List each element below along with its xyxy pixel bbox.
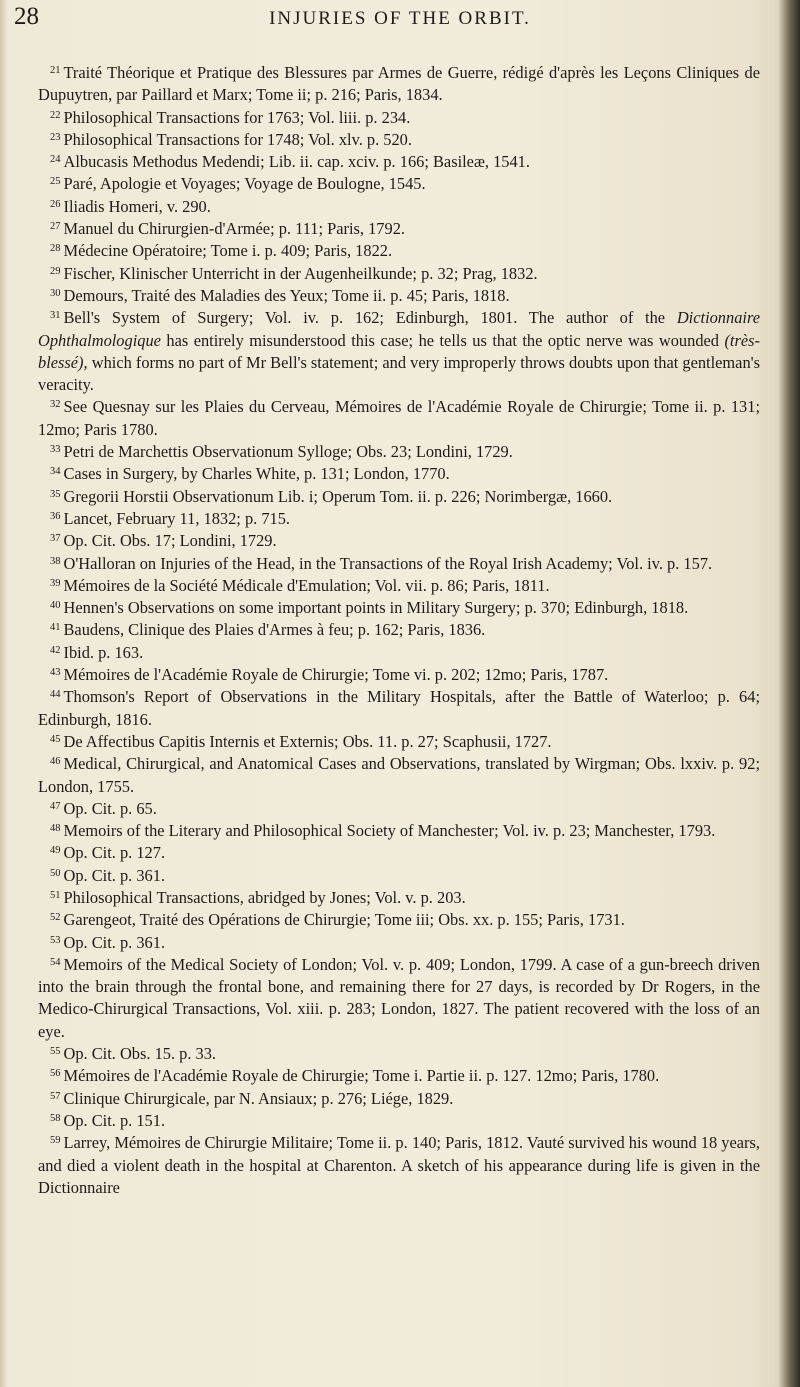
footnote [38,1110,760,1132]
footnote-number: 53 [50,934,61,946]
footnote-text: Mémoires de la Société Médicale d'Emulation; Vol. vii. p. 86; Paris, 1811. [63,575,550,595]
footnote [38,798,760,820]
footnote [38,396,760,441]
footnote-number: 52 [50,912,61,924]
footnote-text: Manuel du Chirurgien-d'Armée; p. 111; Paris, 1792. [63,219,405,239]
footnote-number: 21 [50,65,61,76]
footnote [38,441,760,463]
footnote-text: Fischer, Klinischer Unterricht in der Augenheilkunde; p. 32; Prag, 1832. [63,263,538,283]
footnote-number: 41 [50,622,61,634]
footnote [38,1043,760,1065]
footnote-text: Philosophical Transactions for 1748; Vol. xlv. p. 520. [63,129,412,149]
footnote-number: 24 [50,154,61,166]
footnote-text: Op. Cit. Obs. 15. p. 33. [63,1044,217,1064]
footnote-text: Garengeot, Traité des Opérations de Chirurgie; Tome iii; Obs. xx. p. 155; Paris, 1731. [63,910,625,930]
footnote [38,1088,760,1110]
footnote-number: 30 [50,287,61,299]
footnote-number: 39 [50,577,61,589]
footnote-number: 37 [50,533,61,545]
footnote-number: 58 [50,1112,61,1124]
footnote-text: Op. Cit. p. 127. [63,843,166,863]
footnote-number: 26 [50,198,61,210]
footnote [38,619,760,641]
footnote-text: O'Halloran on Injuries of the Head, in the Transactions of the Royal Irish Academy; Vol. iv. p. 157. [63,553,713,573]
footnote [38,307,760,396]
footnote [38,887,760,909]
footnote [38,932,760,954]
footnote-number: 32 [50,399,61,411]
footnote-number: 29 [50,265,61,277]
footnote-text: Op. Cit. p. 65. [63,798,157,818]
footnote-italic-title: Dictionnaire Ophthalmologique [38,308,760,350]
footnote-text: Ibid. p. 163. [63,642,144,662]
footnote-italic-phrase: (très-blessé), [38,330,760,372]
footnote-text: Op. Cit. p. 361. [63,865,166,885]
footnote [38,263,760,285]
footnote [38,285,760,307]
footnote-text: Mémoires de l'Académie Royale de Chirurgie; Tome vi. p. 202; 12mo; Paris, 1787. [63,665,609,685]
footnote [38,553,760,575]
footnote [38,909,760,931]
footnote-text: Memoirs of the Medical Society of London; Vol. v. p. 409; London, 1799. A case of a gun-breech driven into the brain through the frontal bone, and remaining there for 27 days, is recorded by Dr Rogers, in the Medico-Chirurgical Transactions, Vol. xiii. p. 283; London, 1827. The patient recovered with the loss of an eye. [38,954,760,1041]
footnote [38,173,760,195]
footnote [38,1065,760,1087]
footnote-text: Thomson's Report of Observations in the Military Hospitals, after the Battle of Waterloo; p. 64; Edinburgh, 1816. [38,687,760,729]
footnote-text: Philosophical Transactions, abridged by Jones; Vol. v. p. 203. [63,887,466,907]
footnote-number: 35 [50,488,61,500]
footnote [38,686,760,731]
footnote [38,62,760,107]
footnote-text: Lancet, February 11, 1832; p. 715. [63,508,291,528]
footnote-text: Larrey, Mémoires de Chirurgie Militaire; Tome ii. p. 140; Paris, 1812. Vauté survived his wound 18 years, and died a violent death in the hospital at Charenton. A sketch of his appearance during life is given in the Dictionnaire [38,1133,760,1197]
footnote-text: Memoirs of the Literary and Philosophical Society of Manchester; Vol. iv. p. 23; Manchester, 1793. [63,821,716,841]
footnote-number: 57 [50,1090,61,1102]
footnote-text: See Quesnay sur les Plaies du Cerveau, Mémoires de l'Académie Royale de Chirurgie; Tome ii. p. 131; 12mo; Paris 1780. [38,397,760,439]
footnote [38,954,760,1043]
footnote [38,240,760,262]
footnote-text: Albucasis Methodus Medendi; Lib. ii. cap. xciv. p. 166; Basileæ, 1541. [63,152,530,172]
page-gutter-shadow [0,0,8,1387]
footnote [38,129,760,151]
footnote-number: 51 [50,889,61,901]
footnote [38,151,760,173]
footnote-number: 55 [50,1046,61,1058]
footnote-number: 45 [50,733,61,745]
footnote-number: 50 [50,867,61,879]
footnote-number: 23 [50,131,61,143]
page-edge-shadow [778,0,800,1387]
footnote [38,842,760,864]
footnote-number: 38 [50,555,61,567]
page-number: 28 [14,3,39,30]
footnote [38,463,760,485]
footnote-number: 40 [50,600,61,612]
footnote-text: Op. Cit. p. 361. [63,932,166,952]
footnote-text: Cases in Surgery, by Charles White, p. 131; London, 1770. [63,464,450,484]
footnote-text: Hennen's Observations on some important points in Military Surgery; p. 370; Edinburgh, 1818. [63,598,689,618]
footnote-text: Petri de Marchettis Observationum Sylloge; Obs. 23; Londini, 1729. [63,442,513,462]
footnote [38,865,760,887]
footnote-text: Demours, Traité des Maladies des Yeux; Tome ii. p. 45; Paris, 1818. [63,285,510,305]
footnote-number: 56 [50,1068,61,1080]
footnote [38,820,760,842]
footnote [38,486,760,508]
footnote-text: Paré, Apologie et Voyages; Voyage de Boulogne, 1545. [63,174,426,194]
footnote-number: 47 [50,800,61,812]
running-title: INJURIES OF THE ORBIT. [269,8,531,29]
footnote-number: 46 [50,756,61,768]
footnote [38,107,760,129]
footnote-text: Op. Cit. p. 151. [63,1110,166,1130]
footnote-number: 44 [50,689,61,701]
footnotes-list [38,62,760,1199]
footnote-text: Gregorii Horstii Observationum Lib. i; Operum Tom. ii. p. 226; Norimbergæ, 1660. [63,486,613,506]
footnote-text: Baudens, Clinique des Plaies d'Armes à feu; p. 162; Paris, 1836. [63,620,486,640]
footnote-number: 33 [50,444,61,456]
footnote-number: 36 [50,510,61,522]
footnote [38,196,760,218]
footnote-number: 34 [50,466,61,478]
footnote-number: 31 [50,310,61,322]
footnote-number: 49 [50,845,61,857]
footnote-number: 59 [50,1135,61,1147]
footnote-text: Philosophical Transactions for 1763; Vol. liii. p. 234. [63,107,411,127]
footnote-text: Medical, Chirurgical, and Anatomical Cases and Observations, translated by Wirgman; Obs. lxxiv. p. 92; London, 1755. [38,754,760,796]
footnote-text: De Affectibus Capitis Internis et Externis; Obs. 11. p. 27; Scaphusii, 1727. [63,731,552,751]
footnote-number: 25 [50,176,61,188]
footnote-number: 28 [50,243,61,255]
footnote [38,530,760,552]
footnote-text: has entirely misunderstood this case; he tells us that the optic nerve was wounded [166,330,719,350]
footnote-number: 54 [50,956,61,968]
footnote-text: Op. Cit. Obs. 17; Londini, 1729. [63,531,277,551]
footnote-text: Mémoires de l'Académie Royale de Chirurgie; Tome i. Partie ii. p. 127. 12mo; Paris, 1780. [63,1066,660,1086]
footnote [38,664,760,686]
footnote-text: Iliadis Homeri, v. 290. [63,196,211,216]
footnote [38,575,760,597]
footnote-number: 43 [50,667,61,679]
footnote-text: Bell's System of Surgery; Vol. iv. p. 162; Edinburgh, 1801. The author of the [63,308,666,328]
footnote [38,218,760,240]
footnote [38,1132,760,1199]
footnote-number: 42 [50,644,61,656]
footnote [38,753,760,798]
footnote-text: Traité Théorique et Pratique des Blessures par Armes de Guerre, rédigé d'après les Leçons Cliniques de Dupuytren, par Paillard et Marx; Tome ii; p. 216; Paris, 1834. [38,63,760,105]
footnote-text: Médecine Opératoire; Tome i. p. 409; Paris, 1822. [63,241,393,261]
footnote-number: 48 [50,823,61,835]
footnote [38,731,760,753]
footnote [38,642,760,664]
footnote-text: Clinique Chirurgicale, par N. Ansiaux; p. 276; Liége, 1829. [63,1088,454,1108]
footnote-number: 27 [50,221,61,233]
footnote-text: which forms no part of Mr Bell's statement; and very improperly throws doubts upon that gentleman's veracity. [38,352,760,395]
footnote-number: 22 [50,109,61,121]
footnote [38,597,760,619]
footnote [38,508,760,530]
